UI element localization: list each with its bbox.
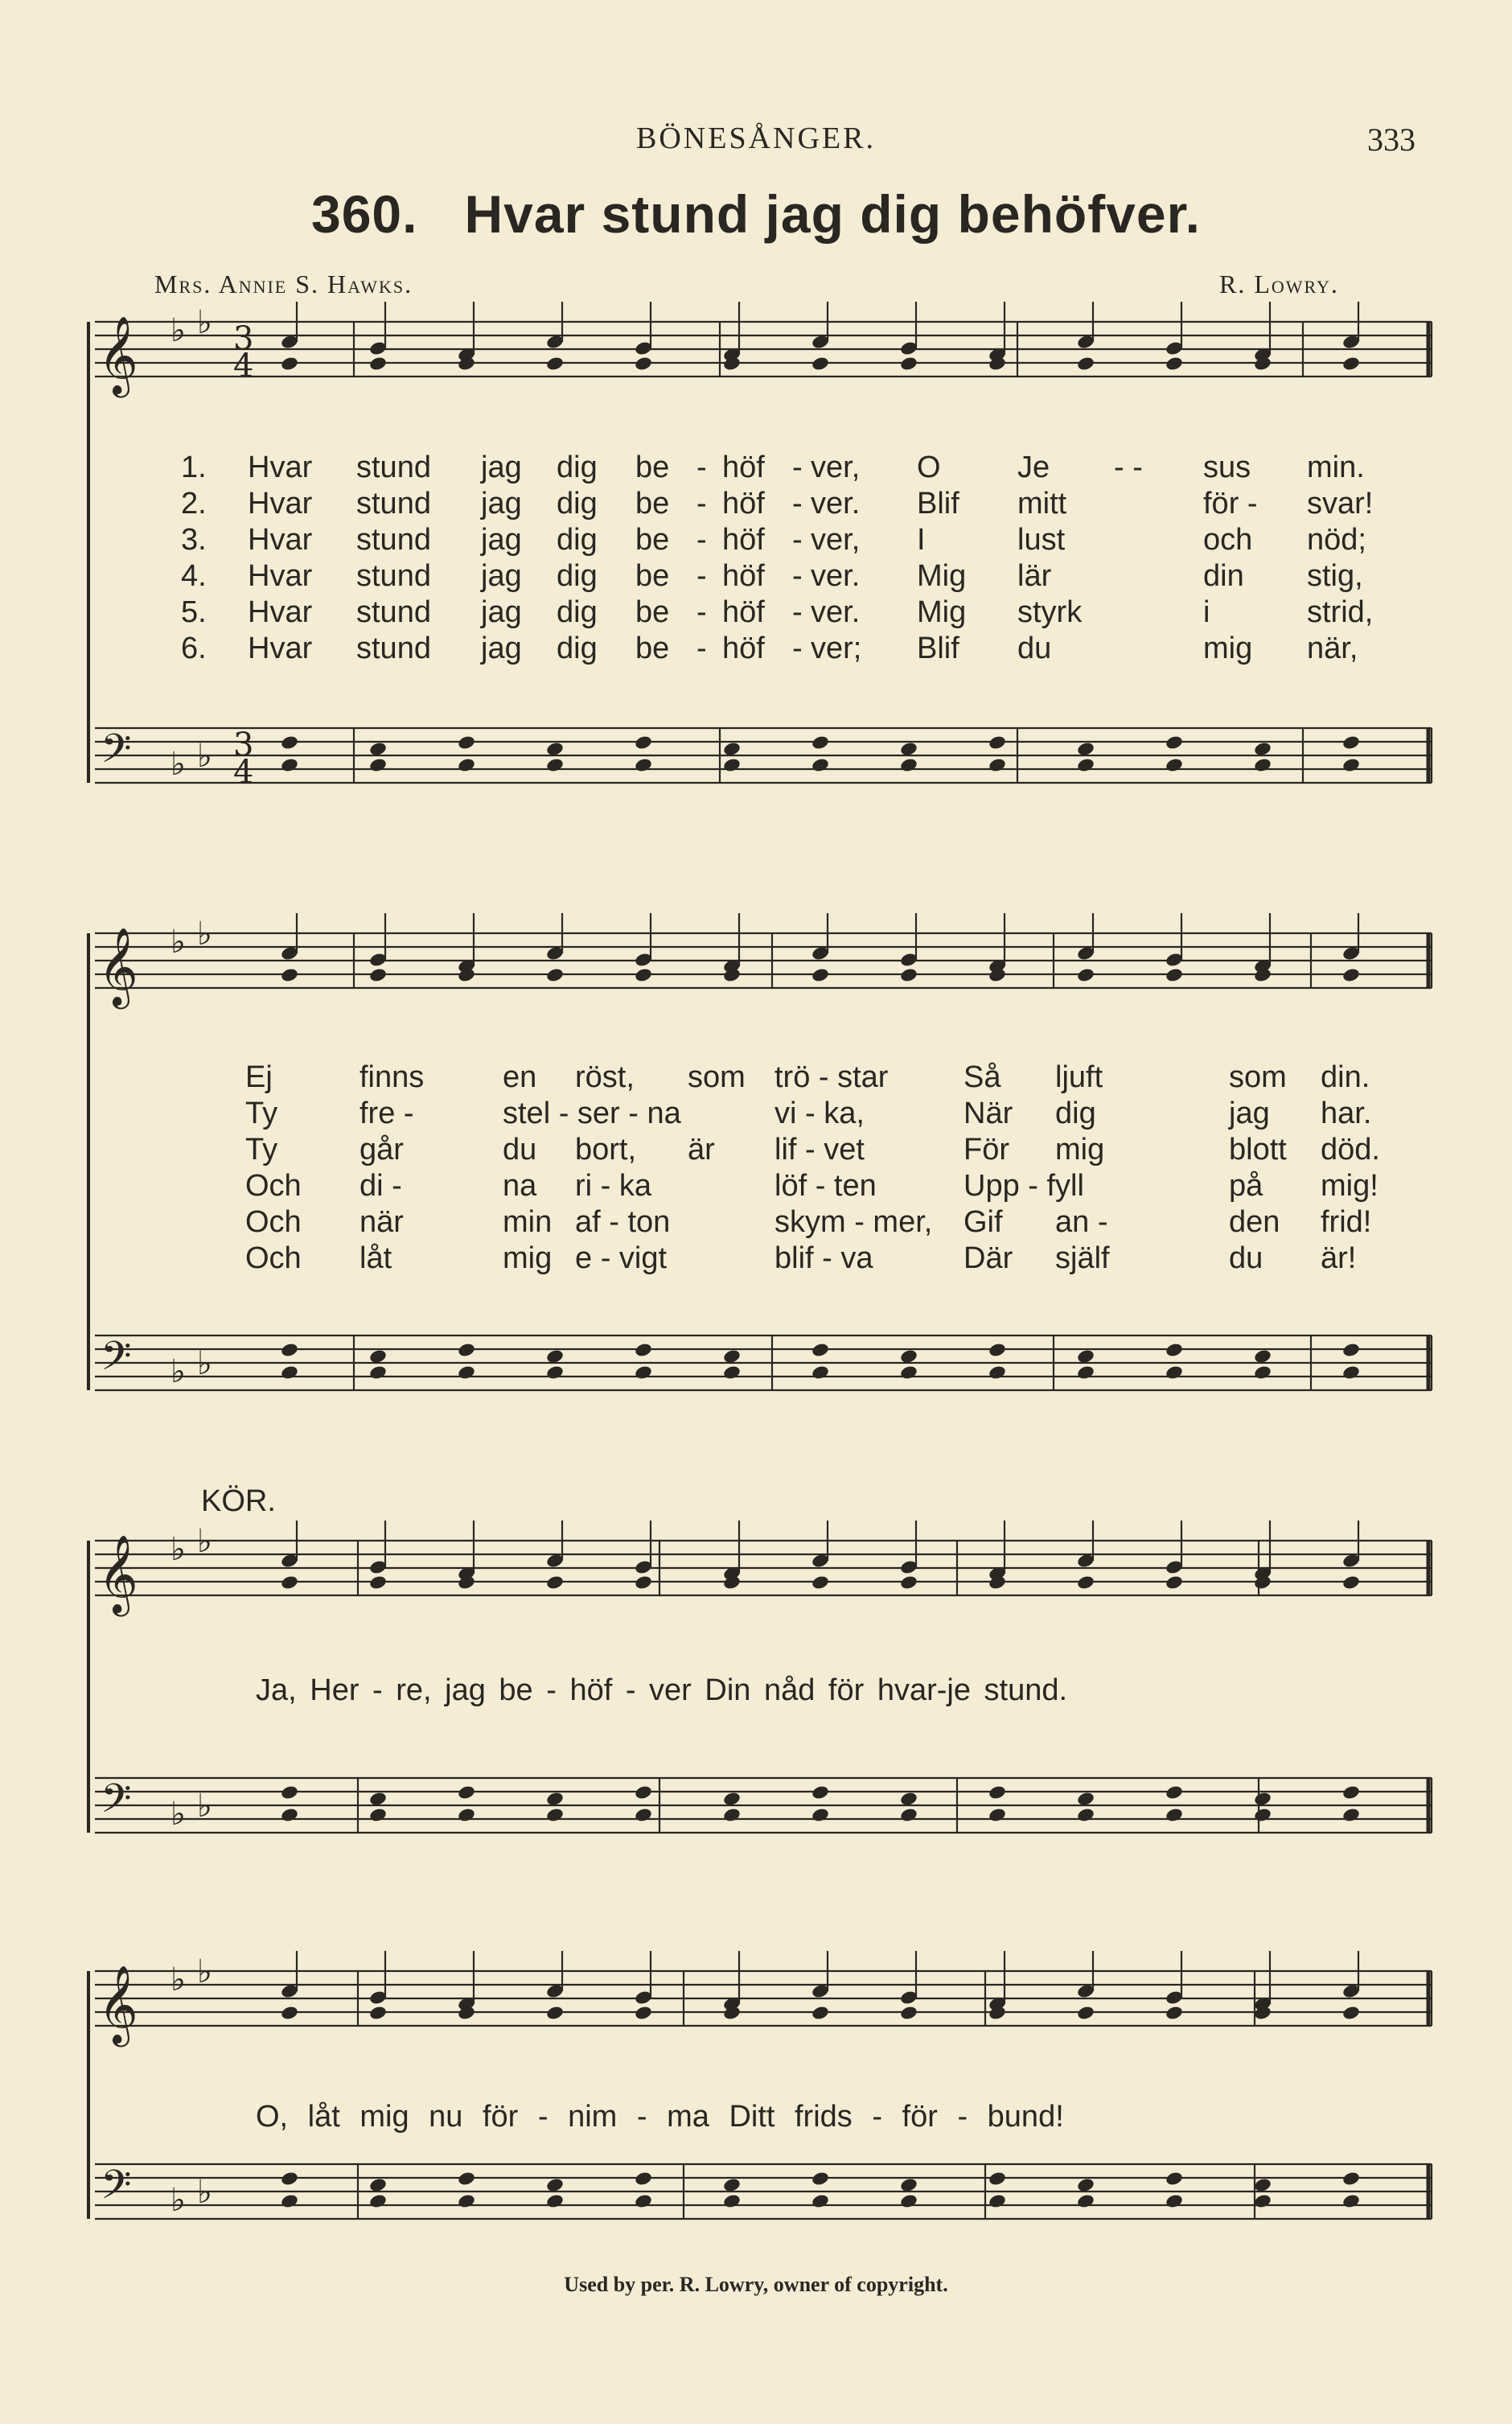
svg-text:♭: ♭: [197, 2174, 212, 2211]
system1-verse1-syllable: stund: [356, 451, 431, 484]
system1-verse6-syllable: mig: [1203, 632, 1253, 665]
system2-verse2-syllable: har.: [1321, 1097, 1372, 1130]
svg-text:♭: ♭: [171, 1531, 186, 1568]
svg-text:𝄞: 𝄞: [98, 927, 138, 1006]
system1-verse2-syllable: stund: [356, 487, 431, 521]
system2-verse2-syllable: stel - ser - na: [503, 1097, 681, 1130]
system2-verse2-syllable: fre -: [360, 1097, 414, 1130]
system1-verse3-syllable: lust: [1017, 523, 1066, 557]
system1-verse2-syllable: mitt: [1017, 487, 1067, 521]
system1-verse2-syllable: svar!: [1307, 487, 1374, 521]
svg-text:♭: ♭: [197, 738, 212, 775]
system1-verse4-syllable: dig: [557, 559, 598, 593]
system2-verse2-syllable: vi - ka,: [774, 1097, 865, 1130]
system2-verse3-syllable: du: [503, 1133, 537, 1167]
system1-verse3-syllable: jag: [481, 523, 522, 557]
system2-verse1-syllable: Så: [963, 1060, 1001, 1094]
system2-verse5-syllable: frid!: [1321, 1205, 1372, 1239]
system2-verse1-syllable: din.: [1321, 1060, 1370, 1094]
system1-verse3-syllable: I: [917, 523, 926, 557]
system1-verse6-syllable: dig: [557, 632, 598, 665]
system1-verse4-syllable: stig,: [1307, 559, 1363, 593]
system1-verse6-syllable: 6.: [181, 632, 207, 665]
system2-verse4-syllable: ri - ka: [575, 1169, 651, 1203]
system2-verse6-syllable: e - vigt: [575, 1241, 668, 1275]
system1-verse4-syllable: din: [1203, 559, 1244, 593]
svg-text:♭: ♭: [197, 1345, 212, 1382]
svg-text:𝄢: 𝄢: [101, 2162, 132, 2218]
system1-verse2-syllable: -: [792, 487, 803, 521]
system2-verse1-syllable: röst,: [575, 1060, 635, 1094]
system2-verse3-syllable: är: [688, 1133, 715, 1167]
system2-verse6-syllable: mig: [503, 1241, 553, 1275]
system2-verse4-syllable: Och: [245, 1169, 302, 1203]
system1-verse5-syllable: -: [792, 595, 803, 629]
system2-verse3-syllable: bort,: [575, 1133, 637, 1167]
system2-verse1-syllable: en: [503, 1060, 537, 1094]
system1-verse3-syllable: stund: [356, 523, 431, 557]
system1-verse2-syllable: Blif: [917, 487, 959, 521]
system2-verse6-syllable: du: [1229, 1241, 1263, 1275]
chorus-lyric-line-1: Ja, Her - re, jag be - höf - ver Din nåd för hvar-je stund.: [256, 1673, 1068, 1707]
system1-verse5-syllable: i: [1203, 595, 1210, 629]
chorus-lyric-line-2: O, låt mig nu för - nim - ma Ditt frids - för - bund!: [256, 2100, 1064, 2134]
system2-verse1-syllable: Ej: [245, 1060, 273, 1094]
system1-verse6-syllable: du: [1017, 632, 1052, 665]
system1-verse2-syllable: be: [635, 487, 670, 521]
system1-verse1-syllable: sus: [1203, 451, 1251, 484]
system1-verse4-syllable: -: [792, 559, 803, 593]
svg-text:♭: ♭: [171, 1796, 186, 1833]
system2-verse4-syllable: di -: [360, 1169, 402, 1203]
system1-verse5-syllable: stund: [356, 595, 431, 629]
system1-verse2-syllable: 2.: [181, 487, 207, 521]
system1-verse3-syllable: ver,: [811, 523, 861, 557]
system1-verse4-syllable: -: [696, 559, 707, 593]
system2-verse1-syllable: trö - star: [774, 1060, 889, 1094]
system1-verse6-syllable: Blif: [917, 632, 959, 665]
svg-text:♭: ♭: [197, 1953, 212, 1990]
page-number: 333: [1367, 121, 1415, 158]
system1-verse2-syllable: -: [696, 487, 707, 521]
system2-verse5-syllable: Gif: [963, 1205, 1003, 1239]
chorus-label: KÖR.: [201, 1484, 276, 1518]
system2-verse2-syllable: När: [963, 1097, 1013, 1130]
system2-verse1-syllable: som: [688, 1060, 746, 1094]
system1-verse3-syllable: dig: [557, 523, 598, 557]
system2-verse5-syllable: skym - mer,: [774, 1205, 933, 1239]
system1-verse3-syllable: nöd;: [1307, 523, 1366, 557]
svg-text:4: 4: [233, 754, 254, 791]
system1-verse5-syllable: ver.: [811, 595, 861, 629]
system2-verse5-syllable: när: [360, 1205, 404, 1239]
system2-verse2-syllable: jag: [1229, 1097, 1270, 1130]
system1-verse4-syllable: lär: [1017, 559, 1052, 593]
system1-verse4-syllable: höf: [722, 559, 765, 593]
system2-verse4-syllable: mig!: [1321, 1169, 1378, 1203]
system1-verse3-syllable: och: [1203, 523, 1253, 557]
system2-verse5-syllable: min: [503, 1205, 553, 1239]
system2-verse6-syllable: är!: [1321, 1241, 1357, 1275]
system1-verse5-syllable: Hvar: [248, 595, 313, 629]
system1-verse2-syllable: höf: [722, 487, 765, 521]
system1-verse1-syllable: be: [635, 451, 670, 484]
system1-verse3-syllable: Hvar: [248, 523, 313, 557]
system2-verse1-syllable: finns: [360, 1060, 425, 1094]
system1-verse3-syllable: höf: [722, 523, 765, 557]
svg-text:𝄞: 𝄞: [98, 1534, 138, 1613]
svg-text:𝄞: 𝄞: [98, 1965, 138, 2043]
system1-verse3-syllable: 3.: [181, 523, 207, 557]
system1-verse1-syllable: O: [917, 451, 941, 484]
system2-verse4-syllable: löf - ten: [774, 1169, 877, 1203]
system1-verse1-syllable: dig: [557, 451, 598, 484]
system2-verse2-syllable: Ty: [245, 1097, 278, 1130]
system2-verse3-syllable: går: [360, 1133, 404, 1167]
system1-verse2-syllable: dig: [557, 487, 598, 521]
system1-verse1-syllable: min.: [1307, 451, 1365, 484]
system1-verse4-syllable: jag: [481, 559, 522, 593]
system1-verse4-syllable: Hvar: [248, 559, 313, 593]
system2-verse6-syllable: själf: [1055, 1241, 1110, 1275]
system1-verse4-syllable: 4.: [181, 559, 207, 593]
system2-verse4-syllable: na: [503, 1169, 537, 1203]
system2-verse3-syllable: mig: [1055, 1133, 1105, 1167]
system1-verse2-syllable: jag: [481, 487, 522, 521]
system2-verse1-syllable: som: [1229, 1060, 1287, 1094]
svg-text:♭: ♭: [197, 304, 212, 341]
system1-verse6-syllable: -: [696, 632, 707, 665]
system1-verse6-syllable: stund: [356, 632, 431, 665]
system2-verse4-syllable: Upp - fyll: [963, 1169, 1084, 1203]
svg-text:4: 4: [233, 348, 254, 385]
svg-text:♭: ♭: [171, 746, 186, 783]
hymn-title-text: Hvar stund jag dig behöfver.: [464, 184, 1201, 244]
svg-text:♭: ♭: [171, 1961, 186, 1998]
system2-verse3-syllable: blott: [1229, 1133, 1287, 1167]
system1-verse6-syllable: när,: [1307, 632, 1358, 665]
system1-verse5-syllable: Mig: [917, 595, 967, 629]
running-header: BÖNESÅNGER.: [636, 121, 876, 155]
system2-verse3-syllable: För: [963, 1133, 1009, 1167]
composer-credit: R. Lowry.: [1219, 270, 1339, 298]
svg-text:♭: ♭: [171, 312, 186, 349]
system1-verse5-syllable: 5.: [181, 595, 207, 629]
system2-verse5-syllable: af - ton: [575, 1205, 671, 1239]
system1-verse5-syllable: strid,: [1307, 595, 1374, 629]
system2-verse5-syllable: an -: [1055, 1205, 1108, 1239]
system1-verse6-syllable: jag: [481, 632, 522, 665]
system1-verse2-syllable: för -: [1203, 487, 1258, 521]
system1-verse1-syllable: -: [696, 451, 707, 484]
system2-verse5-syllable: Och: [245, 1205, 302, 1239]
system1-verse2-syllable: Hvar: [248, 487, 313, 521]
system1-verse5-syllable: höf: [722, 595, 765, 629]
hymn-number: 360.: [311, 184, 418, 244]
svg-text:♭: ♭: [171, 2182, 186, 2219]
system1-verse6-syllable: be: [635, 632, 670, 665]
system1-verse1-syllable: Je: [1017, 451, 1050, 484]
system1-verse1-syllable: jag: [481, 451, 522, 484]
system2-verse3-syllable: Ty: [245, 1133, 278, 1167]
svg-text:𝄢: 𝄢: [101, 726, 132, 782]
svg-text:♭: ♭: [197, 1523, 212, 1560]
system1-verse4-syllable: ver.: [811, 559, 861, 593]
svg-text:♭: ♭: [171, 1353, 186, 1390]
svg-text:♭: ♭: [197, 1788, 212, 1825]
system1-verse5-syllable: styrk: [1017, 595, 1083, 629]
system1-verse1-syllable: - -: [1114, 451, 1143, 484]
system1-verse1-syllable: -: [792, 451, 803, 484]
system1-verse3-syllable: be: [635, 523, 670, 557]
system2-verse4-syllable: på: [1229, 1169, 1263, 1203]
system1-verse2-syllable: ver.: [811, 487, 861, 521]
svg-text:𝄞: 𝄞: [98, 315, 138, 394]
system1-verse5-syllable: jag: [481, 595, 522, 629]
copyright-footer: Used by per. R. Lowry, owner of copyright.: [564, 2273, 948, 2296]
system1-verse1-syllable: höf: [722, 451, 765, 484]
system1-verse5-syllable: be: [635, 595, 670, 629]
system2-verse6-syllable: blif - va: [774, 1241, 873, 1275]
system2-verse6-syllable: Och: [245, 1241, 302, 1275]
system1-verse3-syllable: -: [792, 523, 803, 557]
system1-verse4-syllable: Mig: [917, 559, 967, 593]
svg-text:3: 3: [233, 320, 254, 357]
system1-verse4-syllable: stund: [356, 559, 431, 593]
system2-verse6-syllable: Där: [963, 1241, 1013, 1275]
system2-verse6-syllable: låt: [360, 1241, 392, 1275]
svg-text:𝄢: 𝄢: [101, 1776, 132, 1832]
system1-verse6-syllable: höf: [722, 632, 765, 665]
system1-verse5-syllable: -: [696, 595, 707, 629]
system2-verse2-syllable: dig: [1055, 1097, 1096, 1130]
system1-verse6-syllable: ver;: [811, 632, 862, 665]
svg-text:3: 3: [233, 726, 254, 763]
system1-verse5-syllable: dig: [557, 595, 598, 629]
system2-verse3-syllable: död.: [1321, 1133, 1380, 1167]
system1-verse6-syllable: Hvar: [248, 632, 313, 665]
svg-text:♭: ♭: [171, 924, 186, 961]
author-credit: Mrs. Annie S. Hawks.: [154, 270, 413, 298]
svg-text:♭: ♭: [197, 916, 212, 953]
system2-verse5-syllable: den: [1229, 1205, 1280, 1239]
system1-verse6-syllable: -: [792, 632, 803, 665]
svg-text:𝄢: 𝄢: [101, 1333, 132, 1389]
system1-verse4-syllable: be: [635, 559, 670, 593]
system2-verse3-syllable: lif - vet: [774, 1133, 865, 1167]
system2-verse1-syllable: ljuft: [1055, 1060, 1103, 1094]
system1-verse3-syllable: -: [696, 523, 707, 557]
system1-verse1-syllable: 1.: [181, 451, 207, 484]
system1-verse1-syllable: Hvar: [248, 451, 313, 484]
system1-verse1-syllable: ver,: [811, 451, 861, 484]
